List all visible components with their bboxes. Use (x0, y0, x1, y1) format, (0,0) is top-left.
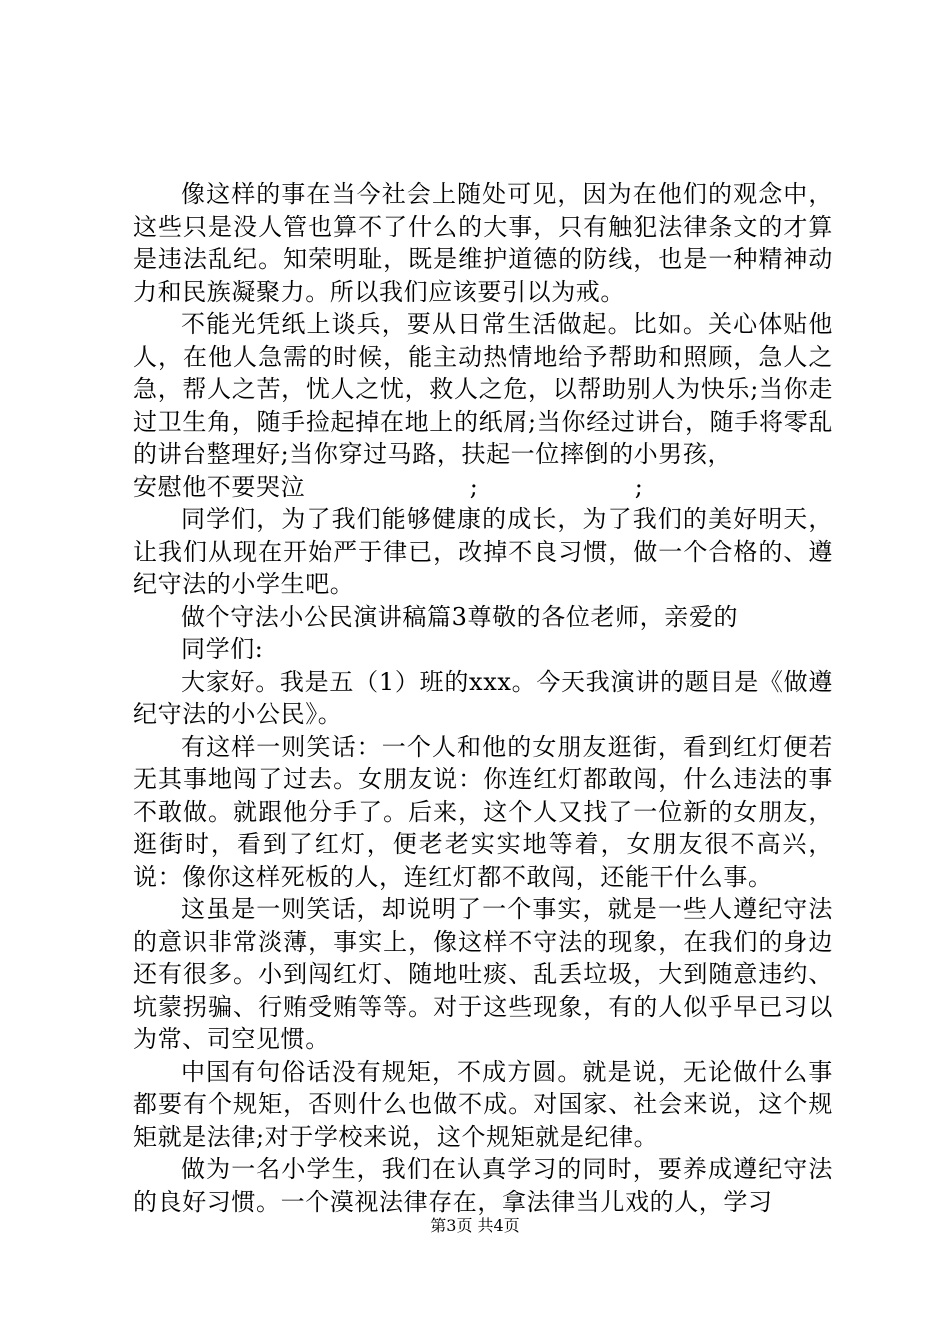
paragraph: 同学们，为了我们能够健康的成长，为了我们的美好明天，让我们从现在开始严于律已，改掉不良习惯，做一个合格的、遵纪守法的小学生吧。 (133, 505, 833, 598)
page-number-footer: 第3页 共4页 (430, 1216, 520, 1235)
paragraph-continuation-line: 安慰他不要哭泣 ; ; (133, 472, 644, 501)
paragraph: 大家好。我是五（1）班的xxx。今天我演讲的题目是《做遵纪守法的小公民》。 (133, 667, 833, 728)
paragraph: 像这样的事在当今社会上随处可见，因为在他们的观念中，这些只是没人管也算不了什么的大事，只有触犯法律条文的才算是违法乱纪。知荣明耻，既是维护道德的防线，也是一种精神动力和民族凝聚力。所以我们应该要引以为戒。 (133, 180, 833, 306)
paragraph: 中国有句俗话没有规矩，不成方圆。就是说，无论做什么事都要有个规矩，否则什么也做不成。对国家、社会来说，这个规矩就是法律;对于学校来说，这个规矩就是纪律。 (133, 1057, 833, 1151)
section-heading-line: 做个守法小公民演讲稿篇3尊敬的各位老师，亲爱的 (181, 602, 739, 631)
paragraph: 做为一名小学生，我们在认真学习的同时，要养成遵纪守法的良好习惯。一个漠视法律存在，拿法律当儿戏的人，学习 (133, 1155, 833, 1216)
document-body (133, 178, 833, 1218)
paragraph: 有这样一则笑话：一个人和他的女朋友逛街，看到红灯便若无其事地闯了过去。女朋友说：你连红灯都敢闯，什么违法的事不敢做。就跟他分手了。后来，这个人又找了一位新的女朋友，逛街时，看到了红灯，便老老实实地等着，女朋友很不高兴，说：像你这样死板的人，连红灯都不敢闯，还能干什么事。 (133, 732, 833, 891)
paragraph: 不能光凭纸上谈兵，要从日常生活做起。比如。关心体贴他人，在他人急需的时候，能主动热情地给予帮助和照顾，急人之急，帮人之苦，忧人之忧，救人之危，以帮助别人为快乐;当你走过卫生角，随手捡起掉在地上的纸屑;当你经过讲台，随手将零乱的讲台整理好;当你穿过马路，扶起一位摔倒的小男孩， (133, 310, 833, 468)
paragraph: 这虽是一则笑话，却说明了一个事实，就是一些人遵纪守法的意识非常淡薄，事实上，像这样不守法的现象，在我们的身边还有很多。小到闯红灯、随地吐痰、乱丢垃圾，大到随意违约、坑蒙拐骗、行贿受贿等等。对于这些现象，有的人似乎早已习以为常、司空见惯。 (133, 895, 833, 1053)
salutation-line: 同学们: (181, 635, 264, 663)
